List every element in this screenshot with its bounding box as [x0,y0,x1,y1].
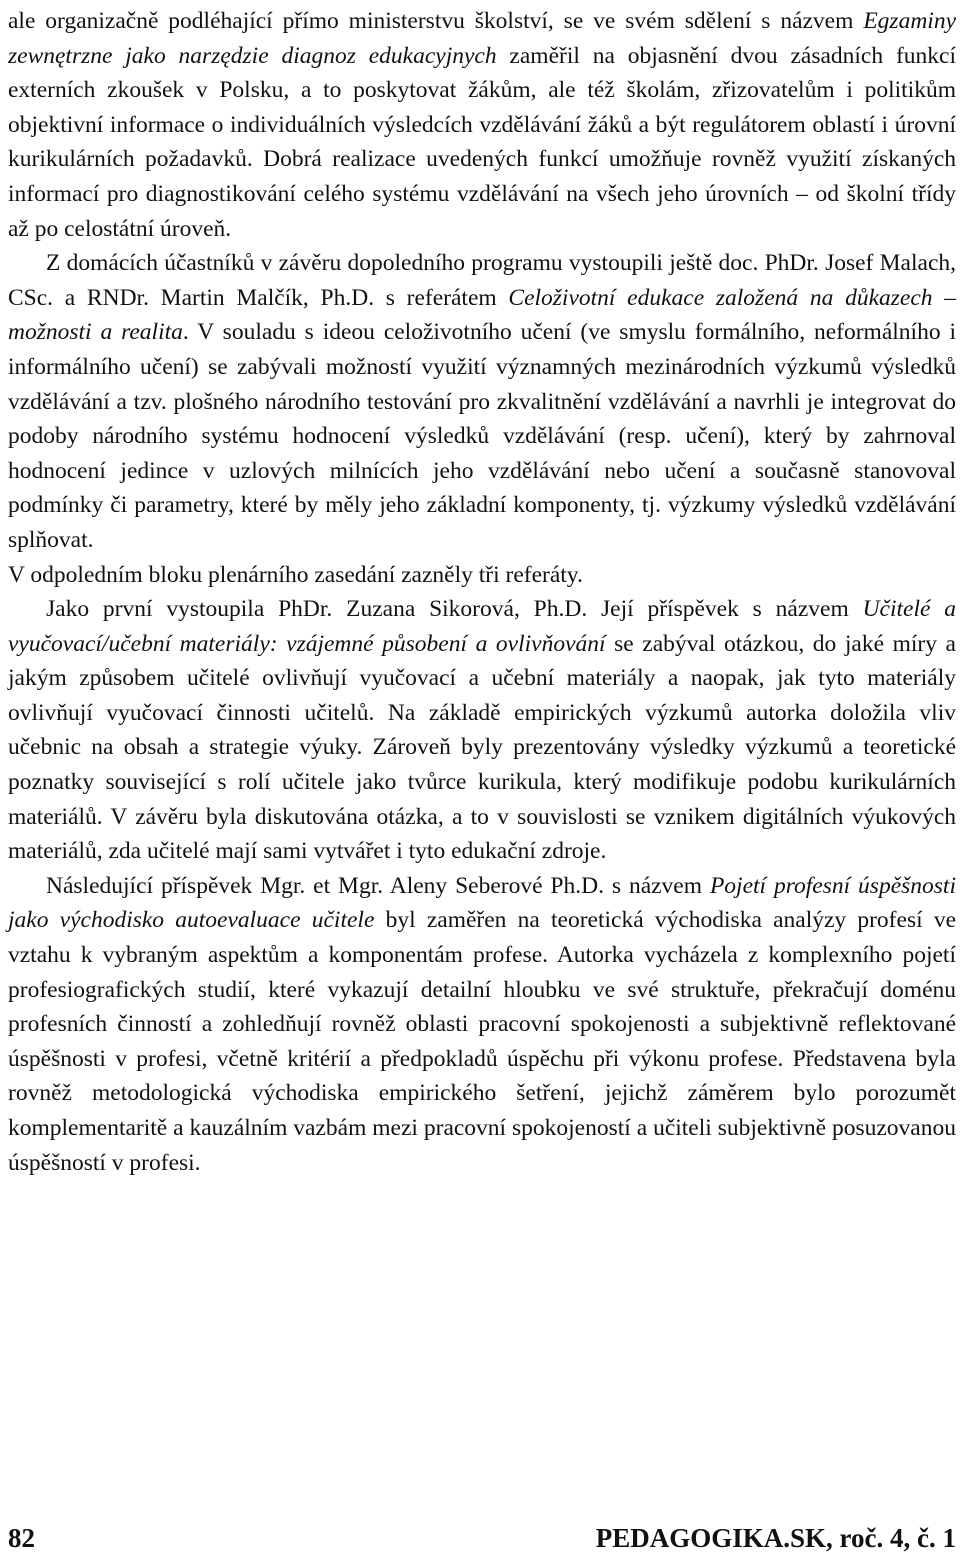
paragraph [8,869,956,1180]
body-text: se zabýval otázkou, do jaké míry a jakým způsobem učitelé ovlivňují vyučovací a učební materiály a naopak, jak tyto materiály ovlivňují vyučovací činnosti učitelů. Na základě empirických výzkumů autorka doložila vliv učebnic na obsah a strategie výuky. Zároveň byly prezentovány výsledky výzkumů a teoretické poznatky související s rolí učitele jako tvůrce kurikula, který modifikuje podobu kurikulárních materiálů. V závěru byla diskutována otázka, a to v souvislosti se vznikem digitálních výukových materiálů, zda učitelé mají sami vytvářet i tyto edukační zdroje. [8,630,956,865]
page-number: 82 [8,1523,35,1553]
paragraph [8,4,956,246]
journal-citation: PEDAGOGIKA.SK, roč. 4, č. 1 [595,1523,956,1553]
paragraph [8,246,956,557]
italic-title-text: Pojetí profesní úspěšnosti jako východisko autoevaluace učitele [8,872,956,934]
italic-title-text: Celoživotní edukace založená na důkazech – možnosti a realita [8,284,956,346]
paragraph [8,558,956,593]
body-text: zaměřil na objasnění dvou zásadních funkcí externích zkoušek v Polsku, a to poskytovat žákům, ale též školám, zřizovatelům i politikům objektivní informace o individuálních výsledcích vzdělávání žáků a být regulátorem oblastí i úrovní kurikulárních požadavků. Dobrá realizace uvedených funkcí umožňuje rovněž využití získaných informací pro diagnostikování celého systému vzdělávání na všech jeho úrovních – od školní třídy až po celostátní úroveň. [8,42,956,242]
body-text: byl zaměřen na teoretická východiska analýzy profesí ve vztahu k vybraným aspektům a komponentám profese. Autorka vycházela z komplexního pojetí profesiografických studií, které vykazují detailní hloubku ve své struktuře, překračují doménu profesních činností a zohledňují rovněž oblasti pracovní spokojenosti a subjektivně reflektované úspěšnosti v profesi, včetně kritérií a předpokladů úspěchu při výkonu profese. Představena byla rovněž metodologická východiska empirického šetření, jejichž záměrem bylo porozumět komplementaritě a kauzálním vazbám mezi pracovní spokojeností a učiteli subjektivně posuzovanou úspěšností v profesi. [8,907,957,1176]
page-footer [8,1523,956,1554]
italic-title-text: Egzaminy zewnętrzne jako narzędzie diagnoz edukacyjnych [8,8,956,69]
body-text: Následující příspěvek Mgr. et Mgr. Aleny Seberové Ph.D. s názvem [46,872,710,899]
page-body [8,0,956,1180]
body-text: V odpoledním bloku plenárního zasedání zazněly tři referáty. [8,561,583,588]
body-text: ale organizačně podléhající přímo ministerstvu školství, se ve svém sdělení s názvem [8,8,864,34]
body-text: Jako první vystoupila PhDr. Zuzana Sikorová, Ph.D. Její příspěvek s názvem [46,596,863,623]
body-text: . V souladu s ideou celoživotního učení (ve smyslu formálního, neformálního i informálního učení) se zabývali možností využití významných mezinárodních výzkumů výsledků vzdělávání a tzv. plošného národního testování pro zkvalitnění vzdělávání a navrhli je integrovat do podoby národního systému hodnocení výsledků vzdělávání (resp. učení), který by zahrnoval hodnocení jedince v uzlových milnících jeho vzdělávání nebo učení a současně stanovoval podmínky či parametry, které by měly jeho základní komponenty, tj. výzkumy výsledků vzdělávání splňovat. [8,319,956,553]
paragraph [8,592,956,869]
italic-title-text: Učitelé a vyučovací/učební materiály: vzájemné působení a ovlivňování [8,596,956,657]
body-text: Z domácích účastníků v závěru dopoledního programu vystoupili ještě doc. PhDr. Josef Malach, CSc. a RNDr. Martin Malčík, Ph.D. s referátem [8,250,956,311]
